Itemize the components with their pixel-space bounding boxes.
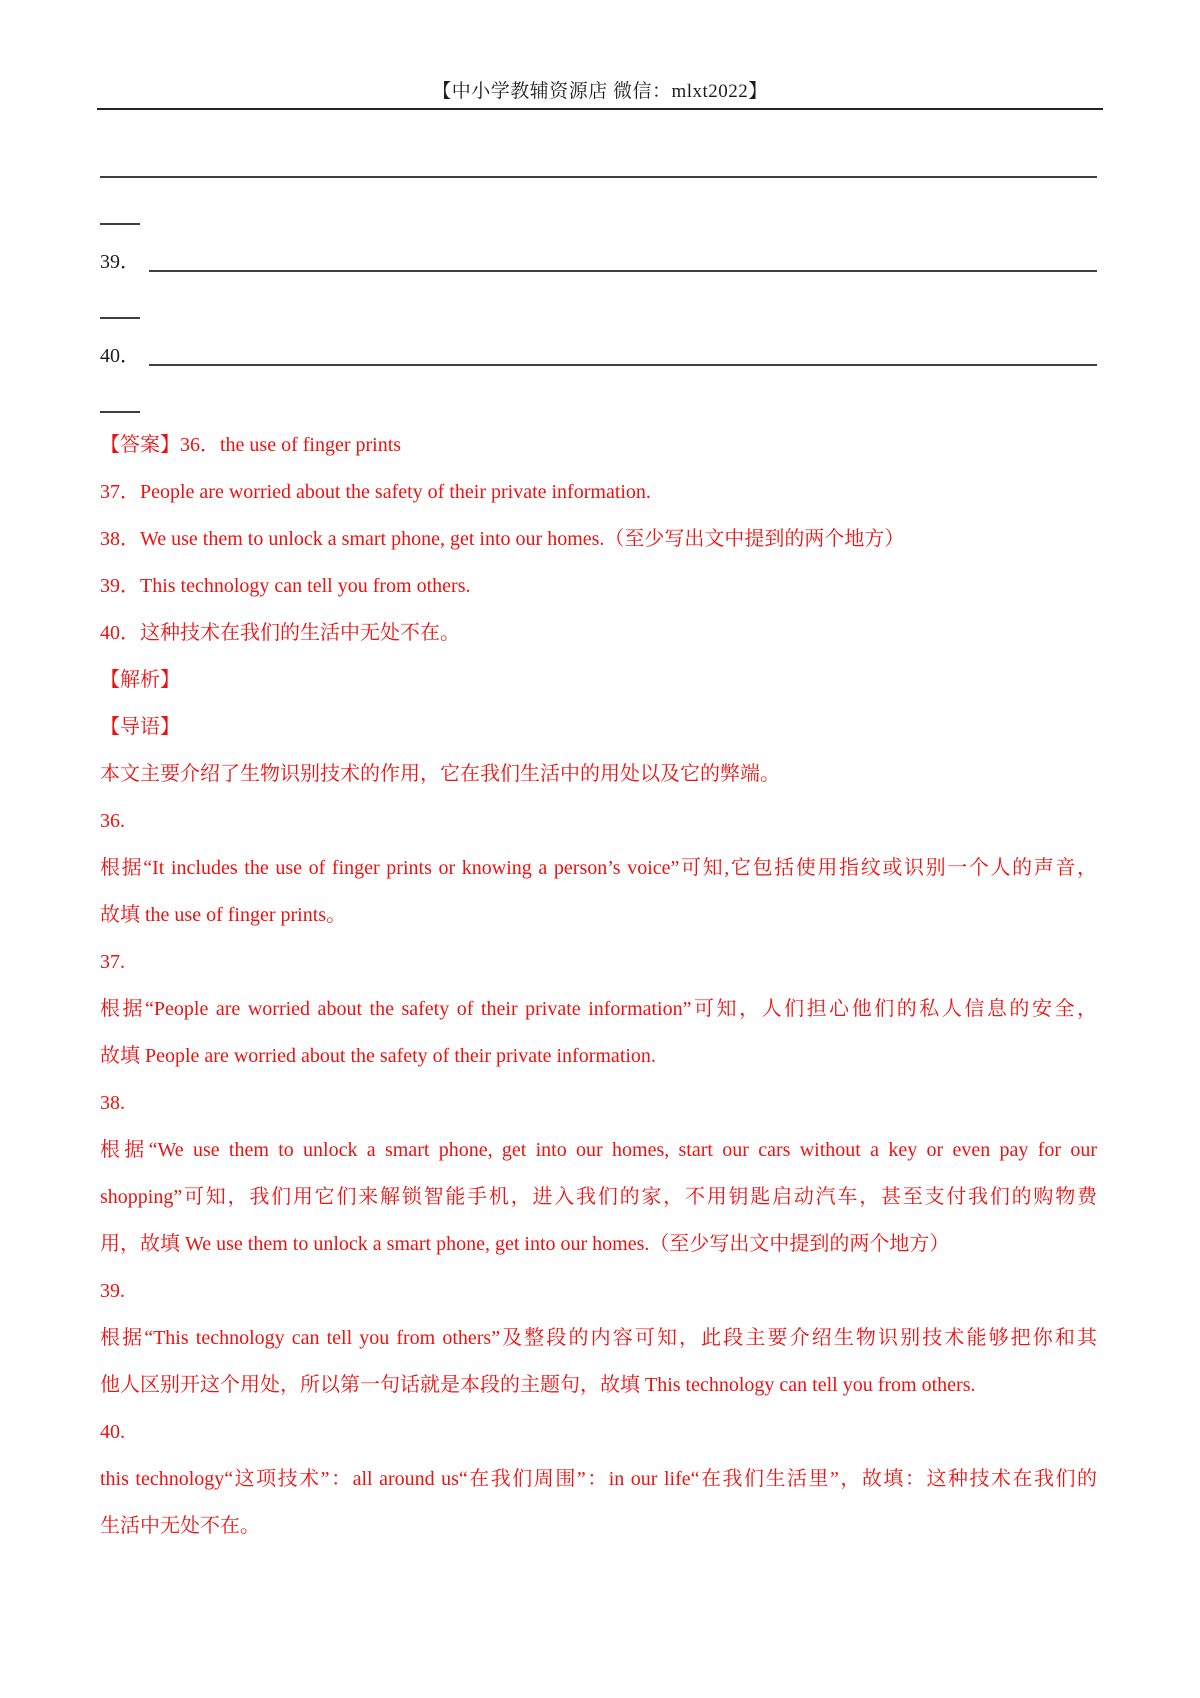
paragraph-line: 用，故填 We use them to unlock a smart phone, get into our homes.（至少写出文中提到的两个地方） bbox=[100, 1233, 950, 1255]
answer-blank-line bbox=[100, 411, 140, 413]
paragraph-line: 【导语】 bbox=[100, 716, 180, 738]
answer-blank-row bbox=[100, 328, 1097, 375]
answer-blank-line bbox=[100, 223, 140, 225]
answer-blank-row bbox=[100, 187, 1097, 234]
paragraph-line: 故填 People are worried about the safety of their private information. bbox=[100, 1045, 656, 1067]
question-number: 40． bbox=[100, 345, 140, 367]
paragraph-line: 39．This technology can tell you from others. bbox=[100, 575, 471, 597]
paragraph-line: 根据“This technology can tell you from others”及整段的内容可知，此段主要介绍生物识别技术能够把你和其 bbox=[100, 1327, 1097, 1349]
paragraph-line: 生活中无处不在。 bbox=[100, 1515, 260, 1537]
paragraph-line: 37．People are worried about the safety of their private information. bbox=[100, 481, 651, 503]
answer-blank-row bbox=[100, 140, 1097, 187]
paragraph-line: 40. bbox=[100, 1421, 125, 1443]
paragraph-line: shopping”可知，我们用它们来解锁智能手机，进入我们的家，不用钥匙启动汽车，甚至支付我们的购物费 bbox=[100, 1186, 1097, 1208]
paragraph-line: this technology“这项技术”：all around us“在我们周围”：in our life“在我们生活里”，故填：这种技术在我们的 bbox=[100, 1468, 1097, 1490]
paragraph-line: 37. bbox=[100, 951, 125, 973]
paragraph-line: 38. bbox=[100, 1092, 125, 1114]
answer-blank-line bbox=[100, 176, 1097, 178]
paragraph-line: 本文主要介绍了生物识别技术的作用，它在我们生活中的用处以及它的弊端。 bbox=[100, 763, 780, 785]
paragraph-line: 【答案】36．the use of finger prints bbox=[100, 434, 402, 456]
paragraph-line: 根据“People are worried about the safety of their private information”可知，人们担心他们的私人信息的安全， bbox=[100, 998, 1097, 1020]
paragraph-line: 40．这种技术在我们的生活中无处不在。 bbox=[100, 622, 460, 644]
paragraph-line: 他人区别开这个用处，所以第一句话就是本段的主题句，故填 This technology can tell you from others. bbox=[100, 1374, 976, 1396]
paragraph-line: 故填 the use of finger prints。 bbox=[100, 904, 347, 926]
paragraph-line: 根据“It includes the use of finger prints or knowing a person’s voice”可知,它包括使用指纹或识别一个人的声音， bbox=[100, 857, 1097, 879]
answer-blank-row bbox=[100, 281, 1097, 328]
paragraph-line: 38．We use them to unlock a smart phone, get into our homes.（至少写出文中提到的两个地方） bbox=[100, 528, 905, 550]
paragraph-line: 39. bbox=[100, 1280, 125, 1302]
content-rows bbox=[100, 140, 1097, 1550]
doc-header-title: 【中小学教辅资源店 微信：mlxt2022】 bbox=[432, 81, 768, 102]
header-divider-rule bbox=[97, 108, 1103, 110]
answer-blank-row bbox=[100, 375, 1097, 422]
paragraph-line: 【解析】 bbox=[100, 669, 180, 691]
paragraph-line: 36. bbox=[100, 810, 125, 832]
answer-blank-line bbox=[149, 270, 1097, 272]
answer-blank-line bbox=[100, 317, 140, 319]
question-number: 39． bbox=[100, 251, 140, 273]
answer-blank-line bbox=[149, 364, 1097, 366]
answer-blank-row bbox=[100, 234, 1097, 281]
paragraph-line: 根据“We use them to unlock a smart phone, get into our homes, start our cars without a key or even pay for our bbox=[100, 1139, 1097, 1161]
